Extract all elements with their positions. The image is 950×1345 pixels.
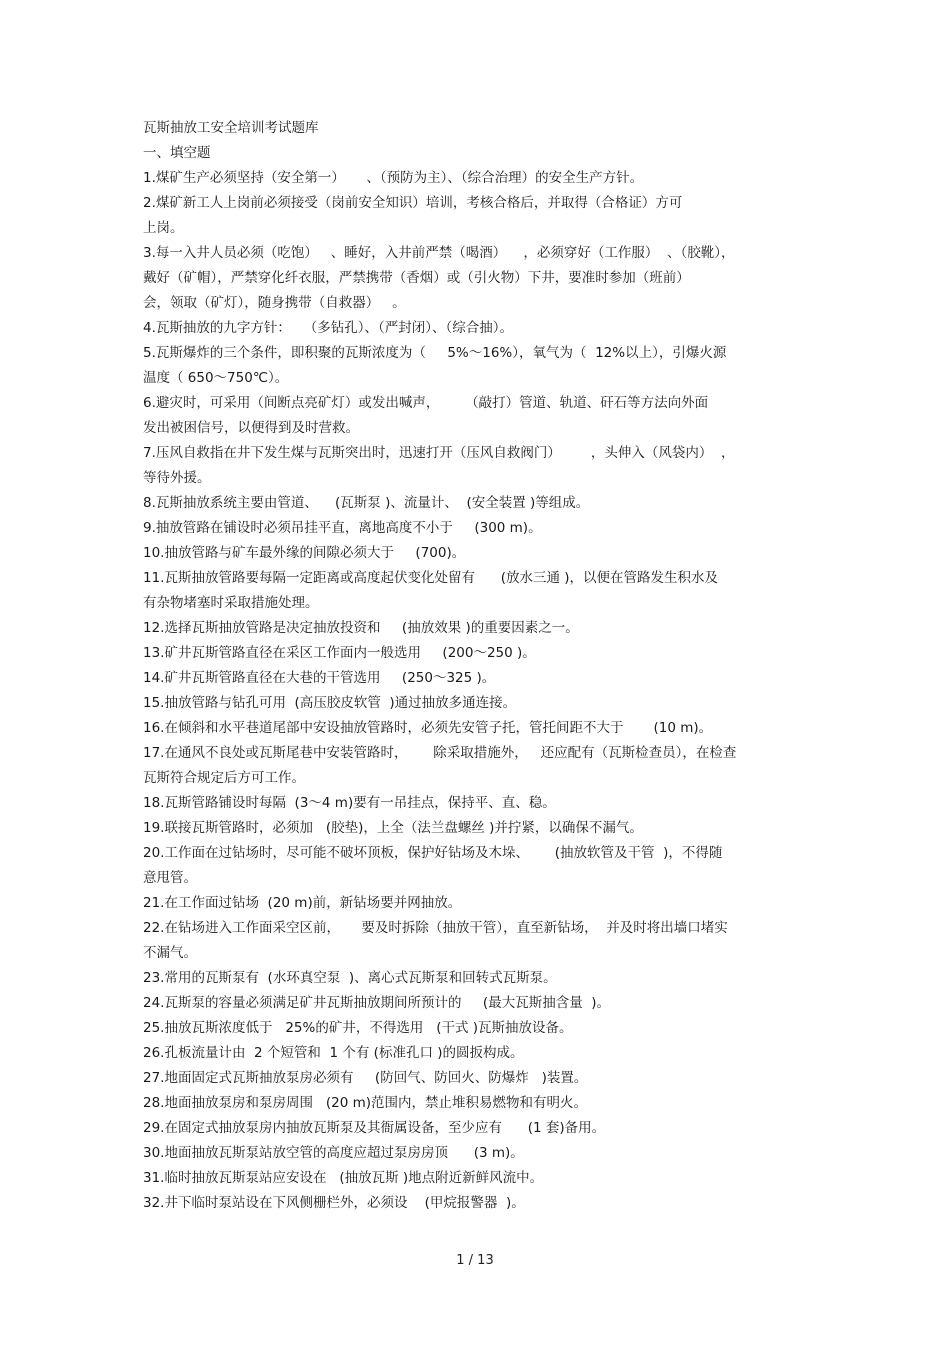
question-item <box>143 491 808 516</box>
question-text-line: 会，领取（矿灯），随身携带（自救器） 。 <box>143 295 406 311</box>
question-item <box>143 716 808 741</box>
question-item <box>143 516 808 541</box>
question-text-line: 22.在钻场进入工作面采空区前， 要及时拆除（抽放干管），直至新钻场， 并及时将出墙口堵实 <box>143 920 728 936</box>
question-text-line: 32.井下临时泵站设在下风侧栅栏外，必须设 (甲烷报警器 )。 <box>143 1195 525 1211</box>
question-text-line: 28.地面抽放泵房和泵房周围 (20 m)范围内，禁止堆积易燃物和有明火。 <box>143 1095 587 1111</box>
question-text-line: 不漏气。 <box>143 945 197 961</box>
question-text-line: 4.瓦斯抽放的九字方针： （多钻孔）、（严封闭）、（综合抽）。 <box>143 320 514 336</box>
question-item <box>143 1066 808 1091</box>
question-text-line: 5.瓦斯爆炸的三个条件，即积聚的瓦斯浓度为（ 5%～16%），氧气为（ 12%以上），引爆火源 <box>143 345 727 361</box>
question-text-line: 10.抽放管路与矿车最外缘的间隙必须大于 (700)。 <box>143 545 466 561</box>
question-item <box>143 391 808 441</box>
question-text-line: 戴好（矿帽），严禁穿化纤衣服，严禁携带（香烟）或（引火物）下井，要准时参加（班前） <box>143 270 690 286</box>
question-item <box>143 1016 808 1041</box>
question-item <box>143 441 808 491</box>
question-item <box>143 566 808 616</box>
question-text-line: 等待外援。 <box>143 470 211 486</box>
question-item <box>143 1141 808 1166</box>
question-text-line: 发出被困信号，以便得到及时营救。 <box>143 420 359 436</box>
question-text-line: 1.煤矿生产必须坚持（安全第一） 、（预防为主）、（综合治理）的安全生产方针。 <box>143 170 644 186</box>
question-text-line: 9.抽放管路在铺设时必须吊挂平直，离地高度不小于 (300 m)。 <box>143 520 542 536</box>
question-text-line: 11.瓦斯抽放管路要每隔一定距离或高度起伏变化处留有 (放水三通 )，以便在管路发生积水及 <box>143 570 719 586</box>
question-text-line: 2.煤矿新工人上岗前必须接受（岗前安全知识）培训，考核合格后，并取得（合格证）方可 <box>143 195 683 211</box>
question-item <box>143 816 808 841</box>
question-item <box>143 891 808 916</box>
question-item <box>143 916 808 966</box>
question-item <box>143 741 808 791</box>
question-item <box>143 541 808 566</box>
question-item <box>143 1091 808 1116</box>
question-text-line: 15.抽放管路与钻孔可用 (高压胶皮软管 )通过抽放多通连接。 <box>143 695 517 711</box>
question-text-line: 瓦斯符合规定后方可工作。 <box>143 770 305 786</box>
question-text-line: 31.临时抽放瓦斯泵站应安设在 (抽放瓦斯 )地点附近新鲜风流中。 <box>143 1170 544 1186</box>
question-item <box>143 1166 808 1191</box>
question-text-line: 26.孔板流量计由 2 个短管和 1 个有 (标准孔口 )的圆扳构成。 <box>143 1045 524 1061</box>
question-item <box>143 1191 808 1216</box>
question-text-line: 17.在通风不良处或瓦斯尾巷中安装管路时， 除采取措施外， 还应配有（瓦斯检查员），在检查 <box>143 745 737 761</box>
question-item <box>143 241 808 316</box>
question-text-line: 6.避灾时，可采用（间断点亮矿灯）或发出喊声， （敲打）管道、轨道、矸石等方法向外面 <box>143 395 709 411</box>
question-text-line: 上岗。 <box>143 220 184 236</box>
question-text-line: 24.瓦斯泵的容量必须满足矿井瓦斯抽放期间所预计的 (最大瓦斯抽含量 )。 <box>143 995 611 1011</box>
question-text-line: 18.瓦斯管路铺设时每隔 (3～4 m)要有一吊挂点，保持平、直、稳。 <box>143 795 556 811</box>
question-text-line: 8.瓦斯抽放系统主要由管道、 (瓦斯泵 )、流量计、 (安全装置 )等组成。 <box>143 495 590 511</box>
question-list <box>143 166 808 1216</box>
question-item <box>143 791 808 816</box>
document-title: 瓦斯抽放工安全培训考试题库 <box>143 120 319 136</box>
question-text-line: 有杂物堵塞时采取措施处理。 <box>143 595 319 611</box>
question-text-line: 30.地面抽放瓦斯泵站放空管的高度应超过泵房房顶 (3 m)。 <box>143 1145 524 1161</box>
question-item <box>143 691 808 716</box>
question-item <box>143 641 808 666</box>
question-text-line: 23.常用的瓦斯泵有 (水环真空泵 )、离心式瓦斯泵和回转式瓦斯泵。 <box>143 970 557 986</box>
question-text-line: 25.抽放瓦斯浓度低于 25%的矿井，不得选用 (干式 )瓦斯抽放设备。 <box>143 1020 573 1036</box>
page-indicator: 1 / 13 <box>456 1253 494 1268</box>
question-item <box>143 316 808 341</box>
question-item <box>143 341 808 391</box>
question-item <box>143 841 808 891</box>
question-text-line: 21.在工作面过钻场 (20 m)前，新钻场要并网抽放。 <box>143 895 462 911</box>
question-text-line: 29.在固定式抽放泵房内抽放瓦斯泵及其衙属设备，至少应有 (1 套)备用。 <box>143 1120 606 1136</box>
question-item <box>143 991 808 1016</box>
question-item <box>143 1041 808 1066</box>
question-text-line: 7.压风自救指在井下发生煤与瓦斯突出时，迅速打开（压风自救阀门） ，头伸入（风袋内） ， <box>143 445 735 461</box>
question-text-line: 3.每一入井人员必须（吃饱） 、睡好，入井前严禁（喝酒） ，必须穿好（工作服） 、（胶靴）， <box>143 245 735 261</box>
question-text-line: 12.选择瓦斯抽放管路是决定抽放投资和 (抽放效果 )的重要因素之一。 <box>143 620 579 636</box>
question-text-line: 温度（ 650～750℃）。 <box>143 370 289 386</box>
question-item <box>143 666 808 691</box>
section-heading: 一、填空题 <box>143 145 211 161</box>
question-item <box>143 166 808 191</box>
question-text-line: 意甩管。 <box>143 870 197 886</box>
question-text-line: 14.矿井瓦斯管路直径在大巷的干管选用 (250～325 )。 <box>143 670 496 686</box>
question-text-line: 20.工作面在过钻场时，尽可能不破坏顶板，保护好钻场及木垛、 (抽放软管及干管 )，不得随 <box>143 845 723 861</box>
question-text-line: 16.在倾斜和水平巷道尾部中安设抽放管路时，必须先安管子托，管托间距不大于 (10 m)。 <box>143 720 713 736</box>
question-item <box>143 616 808 641</box>
question-text-line: 13.矿井瓦斯管路直径在采区工作面内一般选用 (200～250 )。 <box>143 645 536 661</box>
question-text-line: 27.地面固定式瓦斯抽放泵房必须有 (防回气、防回火、防爆炸 )装置。 <box>143 1070 588 1086</box>
question-item <box>143 1116 808 1141</box>
document-body <box>143 116 808 1216</box>
question-item <box>143 191 808 241</box>
question-text-line: 19.联接瓦斯管路时，必须加 (胶垫)，上全（法兰盘螺丝 )并拧紧，以确保不漏气。 <box>143 820 643 836</box>
question-item <box>143 966 808 991</box>
